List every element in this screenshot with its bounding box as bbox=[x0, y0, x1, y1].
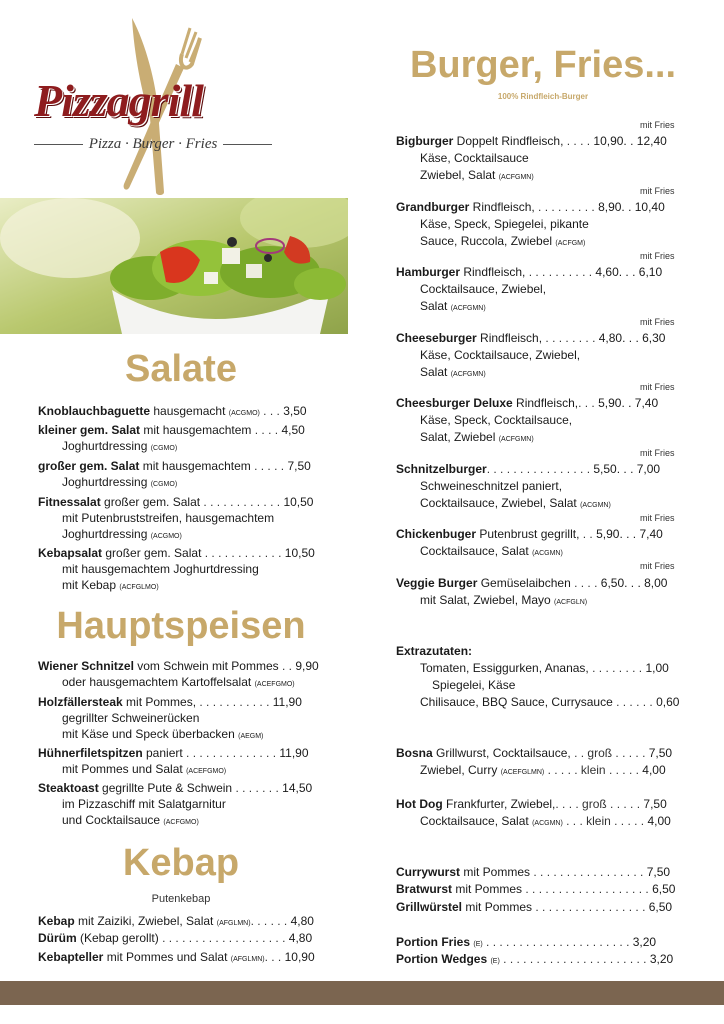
footer-bar bbox=[0, 981, 724, 1005]
menu-line: Käse, Cocktailsauce, Zwiebel, bbox=[420, 348, 581, 362]
menu-line: mit Salat, Zwiebel, Mayo (ACFGLN) bbox=[420, 593, 588, 607]
menu-line: mit Putenbruststreifen, hausgemachtem bbox=[62, 511, 275, 525]
menu-line: Fitnessalat großer gem. Salat . . . . . . . . . . . . 10,50 bbox=[38, 495, 314, 509]
menu-line: Dürüm (Kebap gerollt) . . . . . . . . . . . . . . . . . . . 4,80 bbox=[38, 931, 313, 945]
mit-fries-label: mit Fries bbox=[640, 120, 675, 130]
menu-line: Portion Wedges (E) . . . . . . . . . . . . . . . . . . . . . . 3,20 bbox=[396, 952, 674, 966]
menu-line: Wiener Schnitzel vom Schwein mit Pommes . . 9,90 bbox=[38, 659, 319, 673]
mit-fries-label: mit Fries bbox=[640, 382, 675, 392]
menu-line: Chickenbuger Putenbrust gegrillt, . . 5,90. . . 7,40 bbox=[396, 527, 663, 541]
menu-line: Hamburger Rindfleisch, . . . . . . . . . . 4,60. . . 6,10 bbox=[396, 265, 663, 279]
menu-line: Joghurtdressing (ACGMO) bbox=[62, 527, 182, 541]
menu-line: Kebapteller mit Pommes und Salat (AFGLMN). . . 10,90 bbox=[38, 950, 315, 964]
menu-line: Hühnerfiletspitzen paniert . . . . . . . . . . . . . . 11,90 bbox=[38, 746, 309, 760]
menu-line: Bosna Grillwurst, Cocktailsauce, . . groß . . . . . 7,50 bbox=[396, 746, 673, 760]
menu-line: Spiegelei, Käse bbox=[432, 678, 516, 692]
menu-line: Tomaten, Essiggurken, Ananas, . . . . . . . . 1,00 bbox=[420, 661, 669, 675]
menu-line: mit hausgemachtem Joghurtdressing bbox=[62, 562, 259, 576]
menu-line: Knoblauchbaguette hausgemacht (ACGMO) . . . 3,50 bbox=[38, 404, 307, 418]
mit-fries-label: mit Fries bbox=[640, 251, 675, 261]
menu-line: Cocktailsauce, Zwiebel, bbox=[420, 282, 547, 296]
menu-line: Bigburger Doppelt Rindfleisch, . . . . 10,90. . 12,40 bbox=[396, 134, 667, 148]
menu-line: Portion Fries (E) . . . . . . . . . . . . . . . . . . . . . . 3,20 bbox=[396, 935, 657, 949]
section-subtitle-kebap: Putenkebap bbox=[151, 893, 211, 905]
mit-fries-label: mit Fries bbox=[640, 513, 675, 523]
menu-line: Joghurtdressing (CGMO) bbox=[62, 439, 178, 453]
menu-line: Cocktailsauce, Zwiebel, Salat (ACGMN) bbox=[420, 496, 611, 510]
menu-line: Salat (ACFGMN) bbox=[420, 365, 486, 379]
salad-bowl-photo bbox=[0, 198, 348, 334]
menu-line: Schnitzelburger. . . . . . . . . . . . . . . . 5,50. . . 7,00 bbox=[396, 462, 661, 476]
menu-line: und Cocktailsauce (ACFGMO) bbox=[62, 813, 199, 827]
menu-line: Käse, Speck, Spiegelei, pikante bbox=[420, 217, 589, 231]
mit-fries-label: mit Fries bbox=[640, 186, 675, 196]
menu-line: Holzfällersteak mit Pommes, . . . . . . . . . . . 11,90 bbox=[38, 695, 302, 709]
menu-line: Zwiebel, Salat (ACFGMN) bbox=[420, 168, 534, 182]
section-title-kebap: Kebap bbox=[122, 842, 240, 884]
menu-line: im Pizzaschiff mit Salatgarnitur bbox=[62, 797, 226, 811]
menu-line: Grandburger Rindfleisch, . . . . . . . . . 8,90. . 10,40 bbox=[396, 200, 665, 214]
menu-line: Cheesburger Deluxe Rindfleisch,. . . 5,90. . 7,40 bbox=[396, 396, 659, 410]
logo-tagline-text: Pizza · Burger · Fries bbox=[88, 136, 218, 152]
menu-line: Sauce, Ruccola, Zwiebel (ACFGM) bbox=[420, 234, 586, 248]
section-title-salate: Salate bbox=[125, 348, 237, 390]
menu-line: Käse, Speck, Cocktailsauce, bbox=[420, 413, 573, 427]
logo-tagline bbox=[34, 136, 272, 153]
menu-line: mit Pommes und Salat (ACEFGMO) bbox=[62, 762, 227, 776]
menu-line: Bratwurst mit Pommes . . . . . . . . . . . . . . . . . . . 6,50 bbox=[396, 882, 676, 896]
menu-line: Zwiebel, Curry (ACEFGLMN) . . . . . klein . . . . . 4,00 bbox=[420, 763, 666, 777]
menu-line: großer gem. Salat mit hausgemachtem . . . . . 7,50 bbox=[38, 459, 311, 473]
menu-line: gegrillter Schweinerücken bbox=[62, 711, 200, 725]
menu-line: Salat (ACFGMN) bbox=[420, 299, 486, 313]
extras-title: Extrazutaten: bbox=[396, 644, 473, 658]
section-title-burger: Burger, Fries... bbox=[409, 44, 677, 86]
mit-fries-label: mit Fries bbox=[640, 317, 675, 327]
menu-line: Chilisauce, BBQ Sauce, Currysauce . . . . . . 0,60 bbox=[420, 695, 680, 709]
menu-line: Kebap mit Zaiziki, Zwiebel, Salat (AFGLMN). . . . . . 4,80 bbox=[38, 914, 314, 928]
mit-fries-label: mit Fries bbox=[640, 448, 675, 458]
menu-line: Veggie Burger Gemüselaibchen . . . . 6,50. . . 8,00 bbox=[396, 576, 668, 590]
menu-line: Cocktailsauce, Salat (ACGMN) . . . klein . . . . . 4,00 bbox=[420, 814, 671, 828]
menu-line: Hot Dog Frankfurter, Zwiebel,. . . . groß . . . . . 7,50 bbox=[396, 797, 667, 811]
menu-line: mit Kebap (ACFGLMO) bbox=[62, 578, 159, 592]
section-title-hauptspeisen: Hauptspeisen bbox=[56, 605, 306, 647]
menu-line: Grillwürstel mit Pommes . . . . . . . . . . . . . . . . . 6,50 bbox=[396, 900, 673, 914]
menu-line: Currywurst mit Pommes . . . . . . . . . . . . . . . . . 7,50 bbox=[396, 865, 671, 879]
menu-line: kleiner gem. Salat mit hausgemachtem . . . . 4,50 bbox=[38, 423, 305, 437]
menu-line: Joghurtdressing (CGMO) bbox=[62, 475, 178, 489]
menu-line: Steaktoast gegrillte Pute & Schwein . . . . . . . 14,50 bbox=[38, 781, 313, 795]
menu-line: Kebapsalat großer gem. Salat . . . . . . . . . . . . 10,50 bbox=[38, 546, 315, 560]
mit-fries-label: mit Fries bbox=[640, 561, 675, 571]
logo-wordmark: Pizzagrill bbox=[34, 75, 203, 126]
menu-line: Käse, Cocktailsauce bbox=[420, 151, 529, 165]
menu-line: Salat, Zwiebel (ACFGMN) bbox=[420, 430, 534, 444]
menu-line: Cheeseburger Rindfleisch, . . . . . . . . 4,80. . . 6,30 bbox=[396, 331, 666, 345]
section-subtitle-burger: 100% Rindfleich-Burger bbox=[497, 92, 589, 101]
menu-line: oder hausgemachtem Kartoffelsalat (ACEFGMO) bbox=[62, 675, 295, 689]
menu-line: Cocktailsauce, Salat (ACGMN) bbox=[420, 544, 563, 558]
menu-line: mit Käse und Speck überbacken (AEGM) bbox=[62, 727, 264, 741]
menu-line: Schweineschnitzel paniert, bbox=[420, 479, 563, 493]
